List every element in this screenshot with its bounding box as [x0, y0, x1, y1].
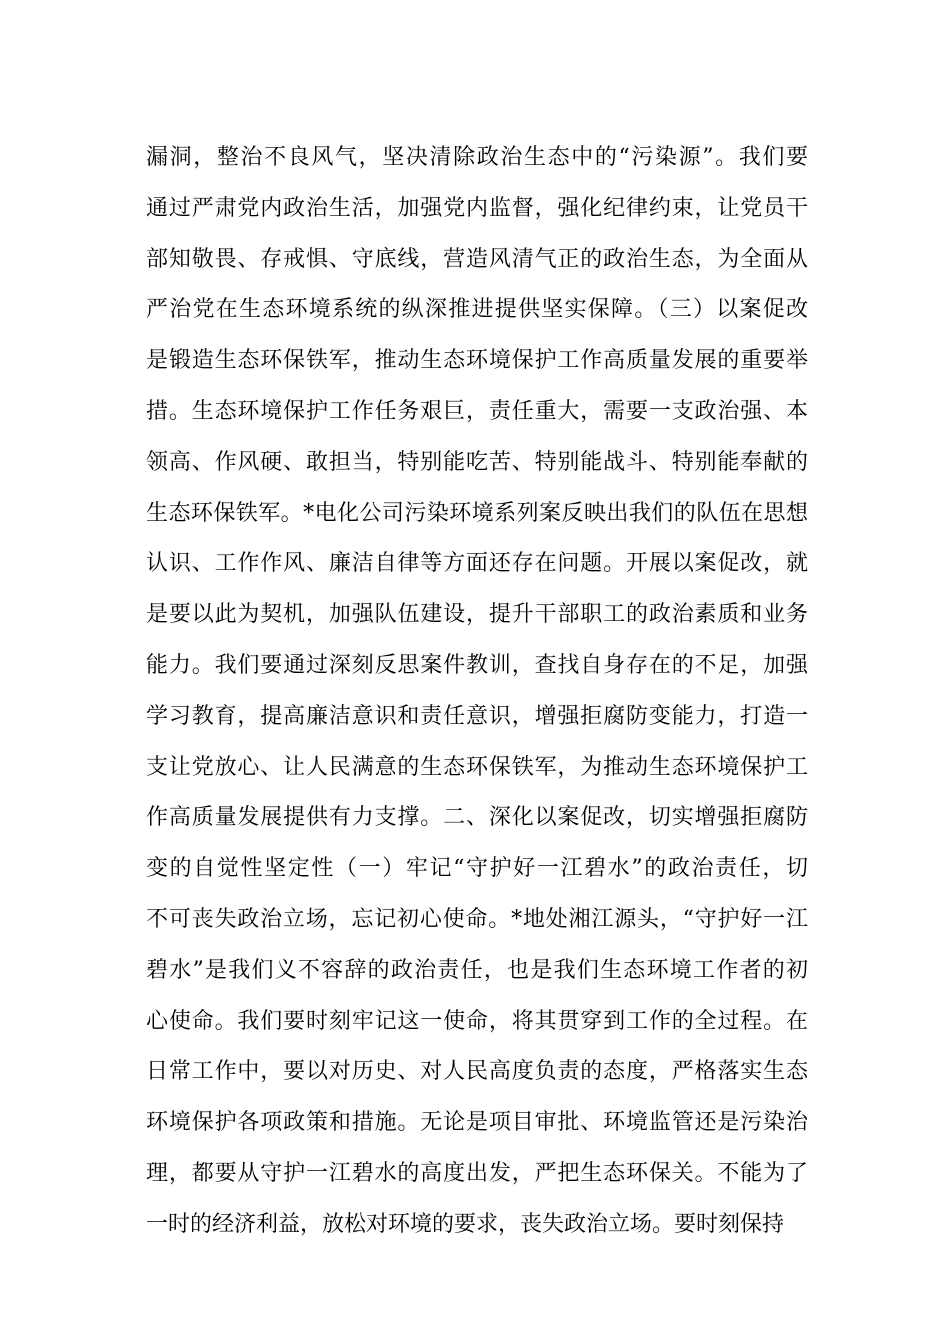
- text-line: 变的自觉性坚定性（一）牢记“守护好一江碧水”的政治责任，切: [146, 856, 808, 882]
- text-line: 领高、作风硬、敢担当，特别能吃苦、特别能战斗、特别能奉献的: [146, 449, 808, 475]
- text-line: 严治党在生态环境系统的纵深推进提供坚实保障。（三）以案促改: [146, 297, 808, 323]
- text-line: 是锻造生态环保铁军，推动生态环境保护工作高质量发展的重要举: [146, 348, 808, 374]
- text-line: 措。生态环境保护工作任务艰巨，责任重大，需要一支政治强、本: [146, 398, 808, 424]
- text-line: 漏洞，整治不良风气，坚决清除政治生态中的“污染源”。我们要: [146, 145, 808, 170]
- text-line: 通过严肃党内政治生活，加强党内监督，强化纪律约束，让党员干: [146, 195, 808, 221]
- text-line: 心使命。我们要时刻牢记这一使命，将其贯穿到工作的全过程。在: [146, 1008, 808, 1034]
- text-line: 能力。我们要通过深刻反思案件教训，查找自身存在的不足，加强: [146, 652, 808, 678]
- text-line: 理，都要从守护一江碧水的高度出发，严把生态环保关。不能为了: [146, 1160, 808, 1186]
- text-line: 不可丧失政治立场，忘记初心使命。*地处湘江源头，“守护好一江: [146, 906, 808, 932]
- text-line: 日常工作中，要以对历史、对人民高度负责的态度，严格落实生态: [146, 1059, 808, 1085]
- text-line: 生态环保铁军。*电化公司污染环境系列案反映出我们的队伍在思想: [146, 500, 808, 526]
- text-line: 是要以此为契机，加强队伍建设，提升干部职工的政治素质和业务: [146, 602, 808, 628]
- text-line: 学习教育，提高廉洁意识和责任意识，增强拒腐防变能力，打造一: [146, 703, 808, 729]
- text-line: 一时的经济利益，放松对环境的要求，丧失政治立场。要时刻保持: [146, 1211, 785, 1237]
- text-line: 碧水”是我们义不容辞的政治责任，也是我们生态环境工作者的初: [146, 957, 808, 983]
- text-line: 环境保护各项政策和措施。无论是项目审批、环境监管还是污染治: [146, 1110, 808, 1136]
- text-line: 作高质量发展提供有力支撑。二、深化以案促改，切实增强拒腐防: [146, 805, 808, 831]
- text-line: 支让党放心、让人民满意的生态环保铁军，为推动生态环境保护工: [146, 754, 808, 780]
- text-line: 认识、工作作风、廉洁自律等方面还存在问题。开展以案促改，就: [146, 551, 808, 577]
- text-line: 部知敬畏、存戒惧、守底线，营造风清气正的政治生态，为全面从: [146, 246, 808, 272]
- body-text: [146, 133, 808, 1251]
